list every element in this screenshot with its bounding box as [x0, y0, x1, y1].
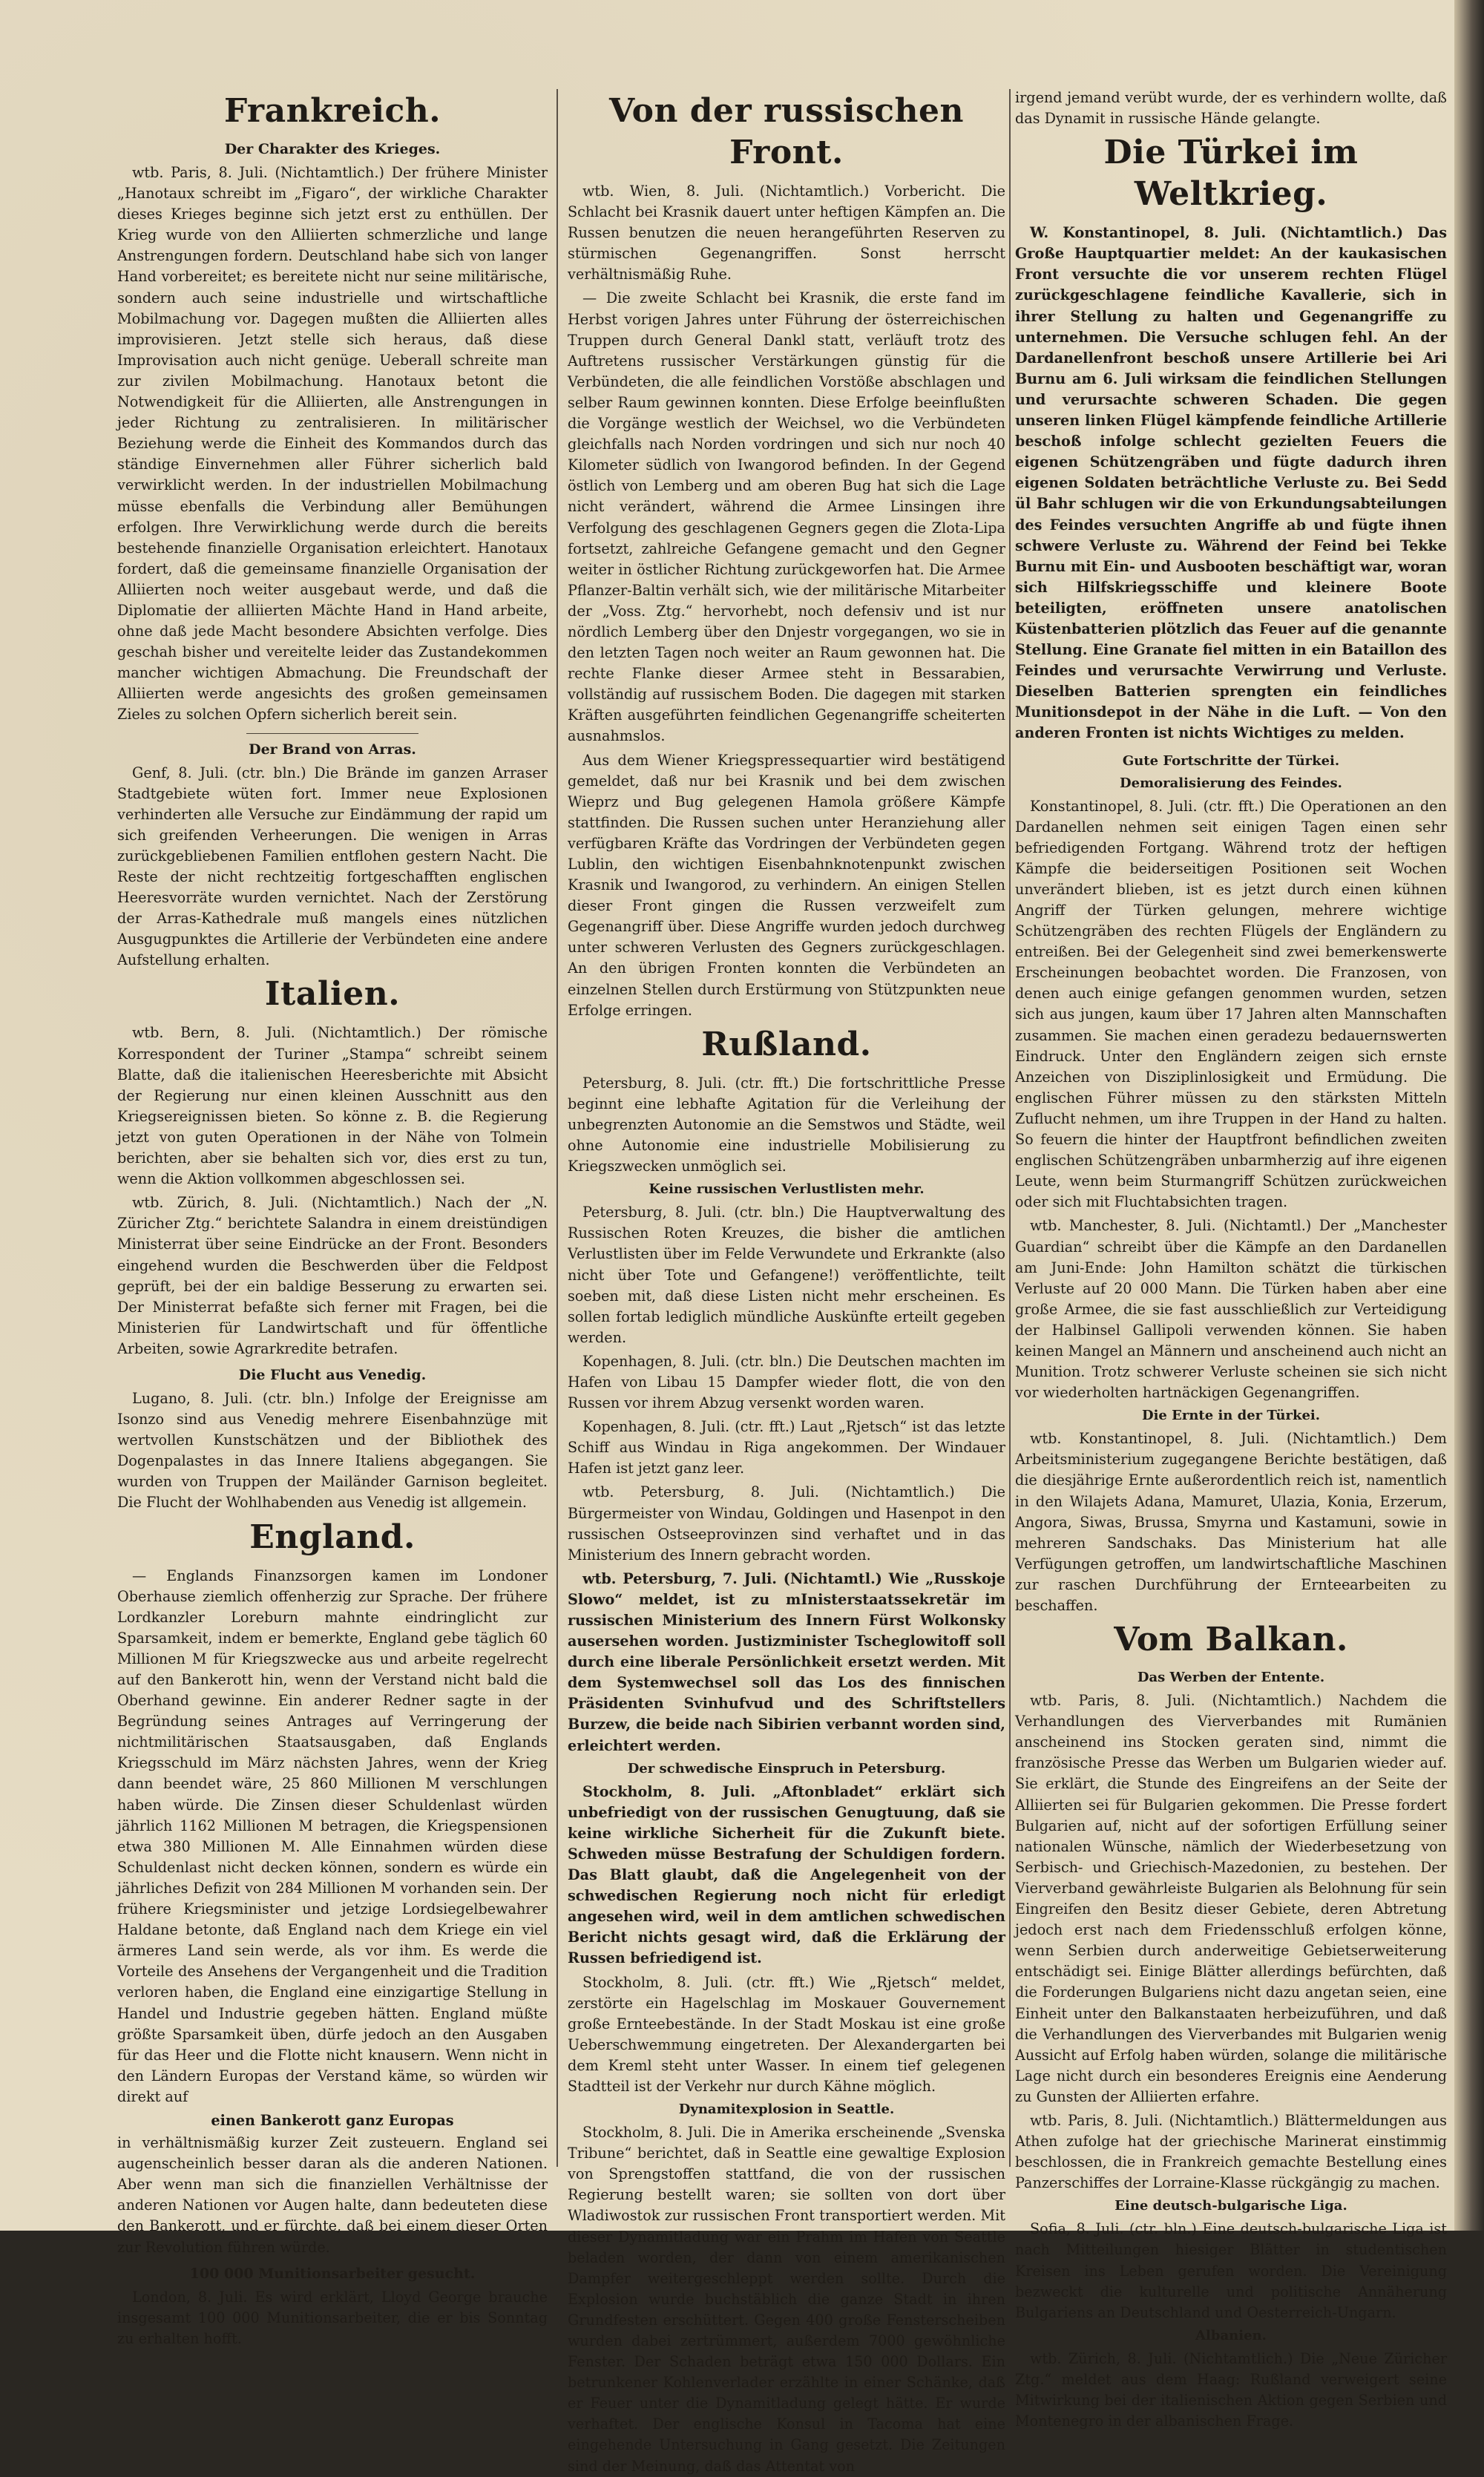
article-petersburg-buergermeister: wtb. Petersburg, 8. Juli. (Nichtamtlich.) Die Bürgermeister von Windau, Goldingen und Hasenpot in den russischen Ostseeprovinzen sind verhaftet und in das Ministerium des Innern gebracht worden.	[568, 1483, 1005, 1564]
subheading-venedig: Die Flucht aus Venedig.	[238, 1366, 427, 1383]
heading-italien: Italien.	[264, 975, 401, 1014]
article-zuerich-albanien: wtb. Zürich, 8. Juli. (Nichtamtlich.) Die „Neue Züricher Ztg.“ meldet aus dem Haag: Rußland verweigert seine Mitwirkung bei der italienischen Aktion gegen Serbien und Montenegro in der albanischen Frage.	[1015, 2349, 1447, 2430]
column-rule-left	[556, 89, 558, 2167]
article-kopenhagen-libau: Kopenhagen, 8. Juli. (ctr. bln.) Die Deutschen machten im Hafen von Libau 15 Dampfer wieder flott, die von den Russen vor ihrem Abzug versenkt worden waren.	[568, 1352, 1005, 1412]
article-petersburg-wolkonsky: wtb. Petersburg, 7. Juli. (Nichtamtl.) Wie „Russkoje Slowo“ meldet, ist zu mInisterstaatssekretär im russischen Ministerium des Innern Fürst Wolkonsky ausersehen worden. Justizminister Tscheglowitoff soll durch eine liberale Persönlichkeit ersetzt werden. Mit dem Systemwechsel soll das Los des finnischen Präsidenten Svinhufvud und des Schriftstellers Burzew, die beide nach Sibirien verbannt worden sind, erleichtert werden.	[568, 1569, 1005, 1754]
heading-russland: Rußland.	[701, 1025, 872, 1063]
article-krasnik: — Die zweite Schlacht bei Krasnik, die erste fand im Herbst vorigen Jahres unter Führung der österreichischen Truppen durch General Dankl statt, verläuft trotz des Auftretens russischer Verstärkungen günstig für die Verbündeten, die alle feindlichen Vorstöße abschlagen und selber Raum gewinnen konnten. Diese Erfolge beeinflußten die Vorgänge westlich der Weichsel, wo die Verbündeten gleichfalls nach Norden vordringen und sich nur noch 40 Kilometer südlich von Iwangorod befinden. In der Gegend östlich von Lemberg und am oberen Bug hat sich die Lage nicht verändert, während die Armee Linsingen ihre Verfolgung des geschlagenen Gegners gegen die Zlota-Lipa fortsetzt, zahlreiche Gefangene gemacht und den Gegner weiter in östlicher Richtung zurückgeworfen hat. Die Armee Pflanzer-Baltin verhält sich, wie der militärische Mitarbeiter der „Voss. Ztg.“ hervorhebt, noch defensiv und ist nur nördlich Lemberg über den Dnjestr vorgegangen, wo sie in den letzten Tagen noch weiter an Raum gewonnen hat. Die rechte Flanke dieser Armee steht in Bessarabien, vollständig auf russischem Boden. Die dagegen mit starken Kräften ausgeführten feindlichen Gegenangriffe scheiterten ausnahmslos.	[568, 289, 1005, 745]
subheading-munition: 100 000 Munitionsarbeiter gesucht.	[189, 2265, 476, 2282]
section-tuerkei	[1015, 132, 1447, 1616]
subheading-liga: Eine deutsch-bulgarische Liga.	[1114, 2198, 1347, 2214]
column-left	[117, 88, 548, 2347]
subheading-albanien: Albanien.	[1195, 2327, 1267, 2343]
article-petersburg-autonomie: Petersburg, 8. Juli. (ctr. fft.) Die fortschrittliche Presse beginnt eine lebhafte Agitation für die Verleihung der unbegrenzten Autonomie an die Semstwos und Städte, weil ohne Autonomie eine industrielle Mobilisierung zu Kriegszwecken unmöglich sei.	[568, 1074, 1005, 1175]
binding-edge	[1454, 0, 1484, 2231]
subheading-demoralisierung: Demoralisierung des Feindes.	[1120, 775, 1342, 791]
subheading-seattle: Dynamitexplosion in Seattle.	[678, 2102, 895, 2118]
article-seattle-continuation: irgend jemand verübt wurde, der es verhindern wollte, daß das Dynamit in russische Hände gelangte.	[1015, 89, 1447, 128]
article-kriegspressequartier: Aus dem Wiener Kriegspressequartier wird bestätigend gemeldet, daß nur bei Krasnik und bei dem zwischen Wieprz und Bug gelegenen Hamola größere Kämpfe stattfinden. Die Russen suchen unter Heranziehung aller verfügbaren Kräfte das Vordringen der Verbündeten gegen Lublin, den wichtigen Eisenbahnknotenpunkt zwischen Krasnik und Iwangorod, zu verhindern. An einigen Stellen dieser Front gingen die Russen verzweifelt zum Gegenangriff über. Diese Angriffe wurden jedoch durchweg unter schweren Verlusten des Gegners zurückgeschlagen. An den übrigen Fronten konnten die Verbündeten an einzelnen Stellen durch Erstürmung von Stützpunkten neue Erfolge erringen.	[568, 751, 1005, 1019]
article-zuerich-salandra: wtb. Zürich, 8. Juli. (Nichtamtlich.) Nach der „N. Züricher Ztg.“ berichtete Salandra in einem dreistündigen Ministerrat über seine Eindrücke an der Front. Besonders eingehend wurden die Beschwerden über die Feldpost geprüft, bei der ein baldige Besserung zu erwarten sei. Der Ministerrat befaßte sich ferner mit Fragen, bei die Ministerien für Landwirtschaft und für öffentliche Arbeiten, sowie Agrarkredite betrafen.	[117, 1194, 548, 1357]
article-paris-bulgarien: wtb. Paris, 8. Juli. (Nichtamtlich.) Nachdem die Verhandlungen des Vierverbandes mit Rumänien anscheinend ins Stocken geraten sind, nimmt die französische Presse das Werben um Bulgarien wieder auf. Sie erklärt, die Stunde des Eingreifens an der Seite der Alliierten sei für Bulgarien gekommen. Die Presse fordert Bulgarien auf, nicht auf der sofortigen Erfüllung seiner nationalen Wünsche, nämlich der Wiederbesetzung von Serbisch- und Griechisch-Mazedonien, zu bestehen. Der Vierverband gewährleiste Bulgarien als Belohnung für sein Eingreifen den Besitz dieser Gebiete, deren Abtretung jedoch erst nach dem Friedensschluß erfolgen könne, wenn Serbien durch anderweitige Gebietserweiterung entschädigt sei. Einige Blätter allerdings befürchten, daß die Forderungen Bulgariens nicht dazu angetan seien, eine Einheit unter den Balkanstaaten herbeizuführen, und daß die Verhandlungen des Vierverbandes mit Bulgarien wenig Aussicht auf Erfolg haben würden, solange die militärische Lage nicht durch ein besonderes Ereignis eine Aenderung zu Gunsten der Alliierten erfahre.	[1015, 1692, 1447, 2105]
article-stockholm-seattle: Stockholm, 8. Juli. Die in Amerika erscheinende „Svenska Tribune“ berichtet, daß in Seattle eine gewaltige Explosion von Sprengstoffen stattfand, die von der russischen Regierung bestellt waren; sie sollten von dort über Wladiwostok zur russischen Front transportiert werden. Mit dieser Dynamitladung war ein Prahm im Hafen von Seattle beladen worden, der dann von einem amerikanischen Dampfer weitergeschleppt werden sollte. Durch die Explosion wurde buchstäblich die ganze Stadt in ihren Grundfesten erschüttert. Gegen 400 große Fensterscheiben wurden dabei zertrümmert, außerdem 7000 gewöhnliche Fenster. Der Schaden beträgt etwa 150 000 Dollars. Ein betrunkener Kohlenverlader erzählte in einer Schänke, daß er Feuer unter die Dynamitladung gelegt hätte. Er wurde verhaftet. Der englische Konsul in Tacoma hat eine eingehende Untersuchung in Gang gesetzt. Die Zeitungen sind der Meinung, daß das Attentat von	[568, 2124, 1005, 2475]
section-balkan	[1015, 1619, 1447, 2432]
subheading-schwedischer-einspruch: Der schwedische Einspruch in Petersburg.	[627, 1760, 946, 1776]
article-manchester: wtb. Manchester, 8. Juli. (Nichtamtl.) Der „Manchester Guardian“ schreibt über die Kämpfe an den Dardanellen am Juni-Ende: John Hamilton schätzt die türkischen Verluste auf 20 000 Mann. Die Türken haben aber eine große Armee, die sie fast ausschließlich zur Verteidigung der Halbinsel Gallipoli verwenden können. Sie haben keinen Mangel an Männern und anscheinend auch nicht an Munition. Trotz schwerer Verluste scheinen sie sich nicht vor wiederholten hartnäckigen Gegenangriffen.	[1015, 1217, 1447, 1402]
heading-england: England.	[249, 1518, 416, 1556]
article-konstantinopel-hauptquartier: W. Konstantinopel, 8. Juli. (Nichtamtlich.) Das Große Hauptquartier meldet: An der kaukasischen Front versuchte die vor unserem rechten Flügel zurückgeschlagene feindliche Kavallerie, sich in ihrer Stellung zu halten und Gegenangriffe zu unternehmen. Die Versuche schlugen fehl. An der Dardanellenfront beschoß unsere Artillerie bei Ari Burnu am 6. Juli wirksam die feindlichen Stellungen und verursachte schweren Schaden. Die gegen unseren linken Flügel kämpfende feindliche Artillerie beschoß infolge schlecht gezielten Feuers die eigenen Schützengräben und fügte dadurch ihren eigenen Soldaten beträchtliche Verluste zu. Bei Sedd ül Bahr schlugen wir die von Erkundungsabteilungen des Feindes versuchten Angriffe ab und fügte ihnen schwere Verluste zu. Während der Feind bei Tekke Burnu mit Ein- und Ausbooten beschäftigt war, woran sich Hilfskriegsschiffe und kleinere Boote beteiligten, eröffneten unsere anatolischen Küstenbatterien plötzlich das Feuer auf die genannte Stellung. Eine Granate fiel mitten in ein Bataillon des Feindes und verursachte Verwirrung und Verluste. Dieselben Batterien sprengten ein feindliches Munitionsdepot in der Nähe in die Luft. — Von den anderen Fronten ist nichts Wichtiges zu melden.	[1015, 224, 1447, 742]
article-london: London, 8. Juli. Es wird erklärt, Lloyd George brauche insgesamt 100 000 Munitionsarbeiter, die er bis Sonntag zu erhalten hofft.	[117, 2288, 548, 2347]
column-middle	[568, 88, 1005, 2475]
section-russland	[568, 1024, 1005, 2477]
midline-bankerott: einen Bankerott ganz Europas	[211, 2111, 454, 2129]
section-russische-front	[568, 91, 1005, 1021]
article-konstantinopel-ernte: wtb. Konstantinopel, 8. Juli. (Nichtamtlich.) Dem Arbeitsministerium zugegangene Berichte bestätigen, daß die diesjährige Ernte außerordentlich reich ist, namentlich in den Wilajets Adana, Mamuret, Ulazia, Konia, Erzerum, Angora, Siwas, Brussa, Smyrna und Kastamuni, sowie in mehreren Sandschaks. Das Ministerium hat alle Verfügungen getroffen, um landwirtschaftliche Maschinen zur raschen Durchführung der Ernteearbeiten zu beschaffen.	[1015, 1430, 1447, 1614]
subheading-fortschritte: Gute Fortschritte der Türkei.	[1122, 752, 1340, 769]
subheading-verlustlisten: Keine russischen Verlustlisten mehr.	[649, 1181, 925, 1198]
subheading-charakter: Der Charakter des Krieges.	[224, 141, 441, 157]
separator	[246, 733, 418, 734]
section-england	[117, 1517, 548, 2349]
subheading-arras: Der Brand von Arras.	[249, 741, 416, 758]
section-frankreich	[117, 91, 548, 726]
subheading-entente: Das Werben der Entente.	[1137, 1670, 1325, 1686]
article-petersburg-rotes-kreuz: Petersburg, 8. Juli. (ctr. bln.) Die Hauptverwaltung des Russischen Roten Kreuzes, die bisher die amtlichen Verlustlisten über im Felde Verwundete und Erkrankte (also nicht über Tote und Gefangene!) veröffentlichte, teilt soeben mit, daß diese Listen nicht mehr erscheinen. Es sollen fortab lediglich mündliche Auskünfte erteilt gegeben werden.	[568, 1204, 1005, 1346]
article-stockholm-moskau: Stockholm, 8. Juli. (ctr. fft.) Wie „Rjetsch“ meldet, zerstörte ein Hagelschlag im Moskauer Gouvernement große Ernteebestände. In der Stadt Moskau ist eine große Ueberschwemmung eingetreten. Der Alexandergarten bei dem Kreml steht unter Wasser. In einem tief gelegenen Stadtteil ist der Verkehr nur durch Kähne möglich.	[568, 1973, 1005, 2095]
article-konstantinopel-dardanellen: Konstantinopel, 8. Juli. (ctr. fft.) Die Operationen an den Dardanellen nehmen seit einigen Tagen einen sehr befriedigenden Fortgang. Während trotz der heftigen Kämpfe die beiderseitigen Positionen seit Wochen unverändert blieben, ist es jetzt durch einen kühnen Angriff der Türken gelungen, mehrere wichtige Schützengräben des rechten Flügels der Engländern zu entreißen. Bei der Gelegenheit sind zwei bemerkenswerte Erscheinungen beobachtet worden. Die Franzosen, von denen auch einige gefangen genommen wurden, setzen sich aus jungen, kaum über 17 Jahren alten Mannschaften zusammen. Sie machen einen geradezu bedauernswerten Eindruck. Unter den Engländern zeigen sich ernste Anzeichen von Disziplinlosigkeit und Ermüdung. Die englischen Führer müssen zu den stärksten Mitteln Zuflucht nehmen, um ihre Truppen in der Hand zu halten. So feuern die hinter der Hauptfront befindlichen zweiten englischen Schützengräben unbarmherzig auf ihre eigenen Leute, wenn beim Sturmangriff Schützen zurückweichen oder sich mit Fluchtabsichten tragen.	[1015, 797, 1447, 1211]
article-sofia: Sofia, 8. Juli. (ctr. bln.) Eine deutsch-bulgarische Liga ist nach Mitteilungen hiesiger Blätter in studentischen Kreisen ins Leben gerufen worden. Die Vereinigung bezweckt die kulturelle und politische Annäherung Bulgariens an Deutschland und Oesterreich-Ungarn.	[1015, 2220, 1447, 2321]
article-kopenhagen-windau: Kopenhagen, 8. Juli. (ctr. fft.) Laut „Rjetsch“ ist das letzte Schiff aus Windau in Riga angekommen. Der Windauer Hafen ist jetzt ganz leer.	[568, 1418, 1005, 1477]
heading-russische-front: Von der russischen Front.	[609, 92, 964, 171]
article-finanzsorgen: — Englands Finanzsorgen kamen im Londoner Oberhause ziemlich offenherzig zur Sprache. Der frühere Lordkanzler Loreburn mahnte eindringlicht zur Sparsamkeit, indem er bemerkte, England gebe täglich 60 Millionen M für Kriegszwecke aus und arbeite regelrecht auf den Bankerott hin, wenn der Verstand nicht bald die Oberhand gewinne. Ein anderer Redner sagte in der Begründung seines Antrages auf Verringerung der nichtmilitärischen Staatsausgaben, daß Englands Kriegsschuld im März nächsten Jahres, wenn der Krieg dann beendet wäre, 25 860 Millionen M verschlungen haben würde. Die Zinsen dieser Schuldenlast würden jährlich 1162 Millionen M betragen, die Kriegspensionen etwa 380 Millionen M. Alle Einnahmen würden diese Schuldenlast nicht decken können, sondern es würde ein jährliches Defizit von 284 Millionen M vorhanden sein. Der frühere Kriegsminister und jetzige Lordsiegelbewahrer Haldane betonte, daß England nach dem Kriege ein viel ärmeres Land sein werde, als vor ihm. Es werde die Vorteile des Ansehens der Vergangenheit und die Tradition verloren haben, die England eine einzigartige Stellung in Handel und Industrie gegeben hätten. England müßte größte Sparsamkeit üben, dürfe jedoch an den Ausgaben für das Heer und die Flotte nicht knausern. Wenn nicht in den Ländern Europas der Verstand käme, so würden wir direkt auf	[117, 1566, 548, 2105]
article-stockholm-aftonbladet: Stockholm, 8. Juli. „Aftonbladet“ erklärt sich unbefriedigt von der russischen Genugtuung, daß sie keine wirkliche Sicherheit für die Zukunft biete. Schweden müsse Bestrafung der Schuldigen fordern. Das Blatt glaubt, daß die Angelegenheit von der schwedischen Regierung noch nicht für erledigt angesehen wird, weil in dem amtlichen schwedischen Bericht nichts gesagt wird, daß die Erklärung der Russen befriedigend ist.	[568, 1782, 1005, 1967]
column-rule-right	[1009, 89, 1011, 2167]
section-italien	[117, 974, 548, 1513]
article-paris-hanotaux: wtb. Paris, 8. Juli. (Nichtamtlich.) Der frühere Minister „Hanotaux schreibt im „Figaro“, der wirkliche Charakter dieses Krieges beginne sich jetzt erst zu enthüllen. Der Krieg wurde von den Alliierten schmerzliche und lange Anstrengungen fordern. Deutschland habe sich von langer Hand vorbereitet; es bereitete nicht nur seine militärische, sondern auch seine industrielle und wirtschaftliche Mobilmachung vor. Dagegen mußten die Alliierten alles improvisieren. Jetzt stelle sich heraus, daß diese Improvisation auch nicht genüge. Ueberall schreite man zur zivilen Mobilmachung. Hanotaux betont die Notwendigkeit für die Alliierten, alle Anstrengungen in jeder Richtung zu zentralisieren. In militärischer Beziehung werde die Einheit des Kommandos durch das ständige Einvernehmen aller Führer sicherlich bald verwirklicht werden. In der industriellen Mobilmachung müsse ebenfalls die Verbindung aller Bemühungen erfolgen. Ihre Verwirklichung werde durch die bereits bestehende finanzielle Organisation erleichtert. Hanotaux fordert, daß die gemeinsame finanzielle Organisation der Alliierten noch weiter ausgebaut werde, und daß die Diplomatie der alliierten Mächte Hand in Hand arbeite, ohne daß jede Macht besondere Absichten verfolge. Dies geschah bisher und vereitelte leider das Zustandekommen mancher wichtigen Abmachung. Die Freundschaft der Alliierten werde angesichts des großen gemeinsamen Zieles zu solchen Opfern sicherlich bereit sein.	[117, 164, 548, 724]
heading-balkan: Vom Balkan.	[1114, 1621, 1348, 1659]
article-paris-athen: wtb. Paris, 8. Juli. (Nichtamtlich.) Blättermeldungen aus Athen zufolge hat der griechische Marinerat einstimmig beschlossen, die in Frankreich gemachte Bestellung eines Panzerschiffes der Lorraine-Klasse rückgängig zu machen.	[1015, 2111, 1447, 2192]
heading-tuerkei: Die Türkei im Weltkrieg.	[1103, 134, 1359, 214]
article-genf-arras: Genf, 8. Juli. (ctr. bln.) Die Brände im ganzen Arraser Stadtgebiete wüten fort. Immer neue Explosionen verhinderten alle Versuche zur Eindämmung der rapid um sich greifenden Verheerungen. Die wenigen in Arras zurückgebliebenen Familien entflohen gestern Nacht. Die Reste der nicht rechtzeitig fortgeschafften englischen Heeresvorräte wurden vernichtet. Nach der Zerstörung der Arras-Kathedrale muß mangels eines nützlichen Ausgugpunktes die Artillerie der Verbündeten eine andere Aufstellung erhalten.	[117, 764, 548, 969]
article-bern: wtb. Bern, 8. Juli. (Nichtamtlich.) Der römische Korrespondent der Turiner „Stampa“ schreibt seinem Blatte, daß die italienischen Heeresberichte mit Absicht der Regierung nur einen kleinen Ausschnitt aus den Kriegsereignissen bieten. So könne z. B. die Regierung jetzt von guten Operationen in der Nähe von Tolmein berichten, aber sie behalten sich vor, dies erst zu tun, wenn die Aktion vollkommen abgeschlossen sei.	[117, 1024, 548, 1188]
article-lugano: Lugano, 8. Juli. (ctr. bln.) Infolge der Ereignisse am Isonzo sind aus Venedig mehrere Eisenbahnzüge mit wertvollen Kunstschätzen und der Bibliothek des Dogenpalastes in das Innere Italiens abgegangen. Sie wurden von Truppen der Mailänder Garnison begleitet. Die Flucht der Wohlhabenden aus Venedig ist allgemein.	[117, 1389, 548, 1512]
section-arras	[117, 740, 548, 971]
heading-frankreich: Frankreich.	[223, 92, 441, 130]
column-right	[1015, 88, 1447, 2430]
article-wien: wtb. Wien, 8. Juli. (Nichtamtlich.) Vorbericht. Die Schlacht bei Krasnik dauert unter heftigen Kämpfen an. Die Russen benutzen die neuen herangeführten Reserven zu stürmischen Gegenangriffen. Sonst herrscht verhältnismäßig Ruhe.	[568, 183, 1005, 283]
article-finanzsorgen-cont: in verhältnismäßig kurzer Zeit zusteuern. England sei augenscheinlich besser daran als die anderen Nationen. Aber wenn man sich die finanziellen Verhältnisse der anderen Nationen vor Augen halte, dann bedeuteten diese den Bankerott, und er fürchte, daß bei einem dieser Orten zur Revolution führen würde.	[117, 2134, 548, 2256]
subheading-ernte: Die Ernte in der Türkei.	[1141, 1408, 1321, 1424]
